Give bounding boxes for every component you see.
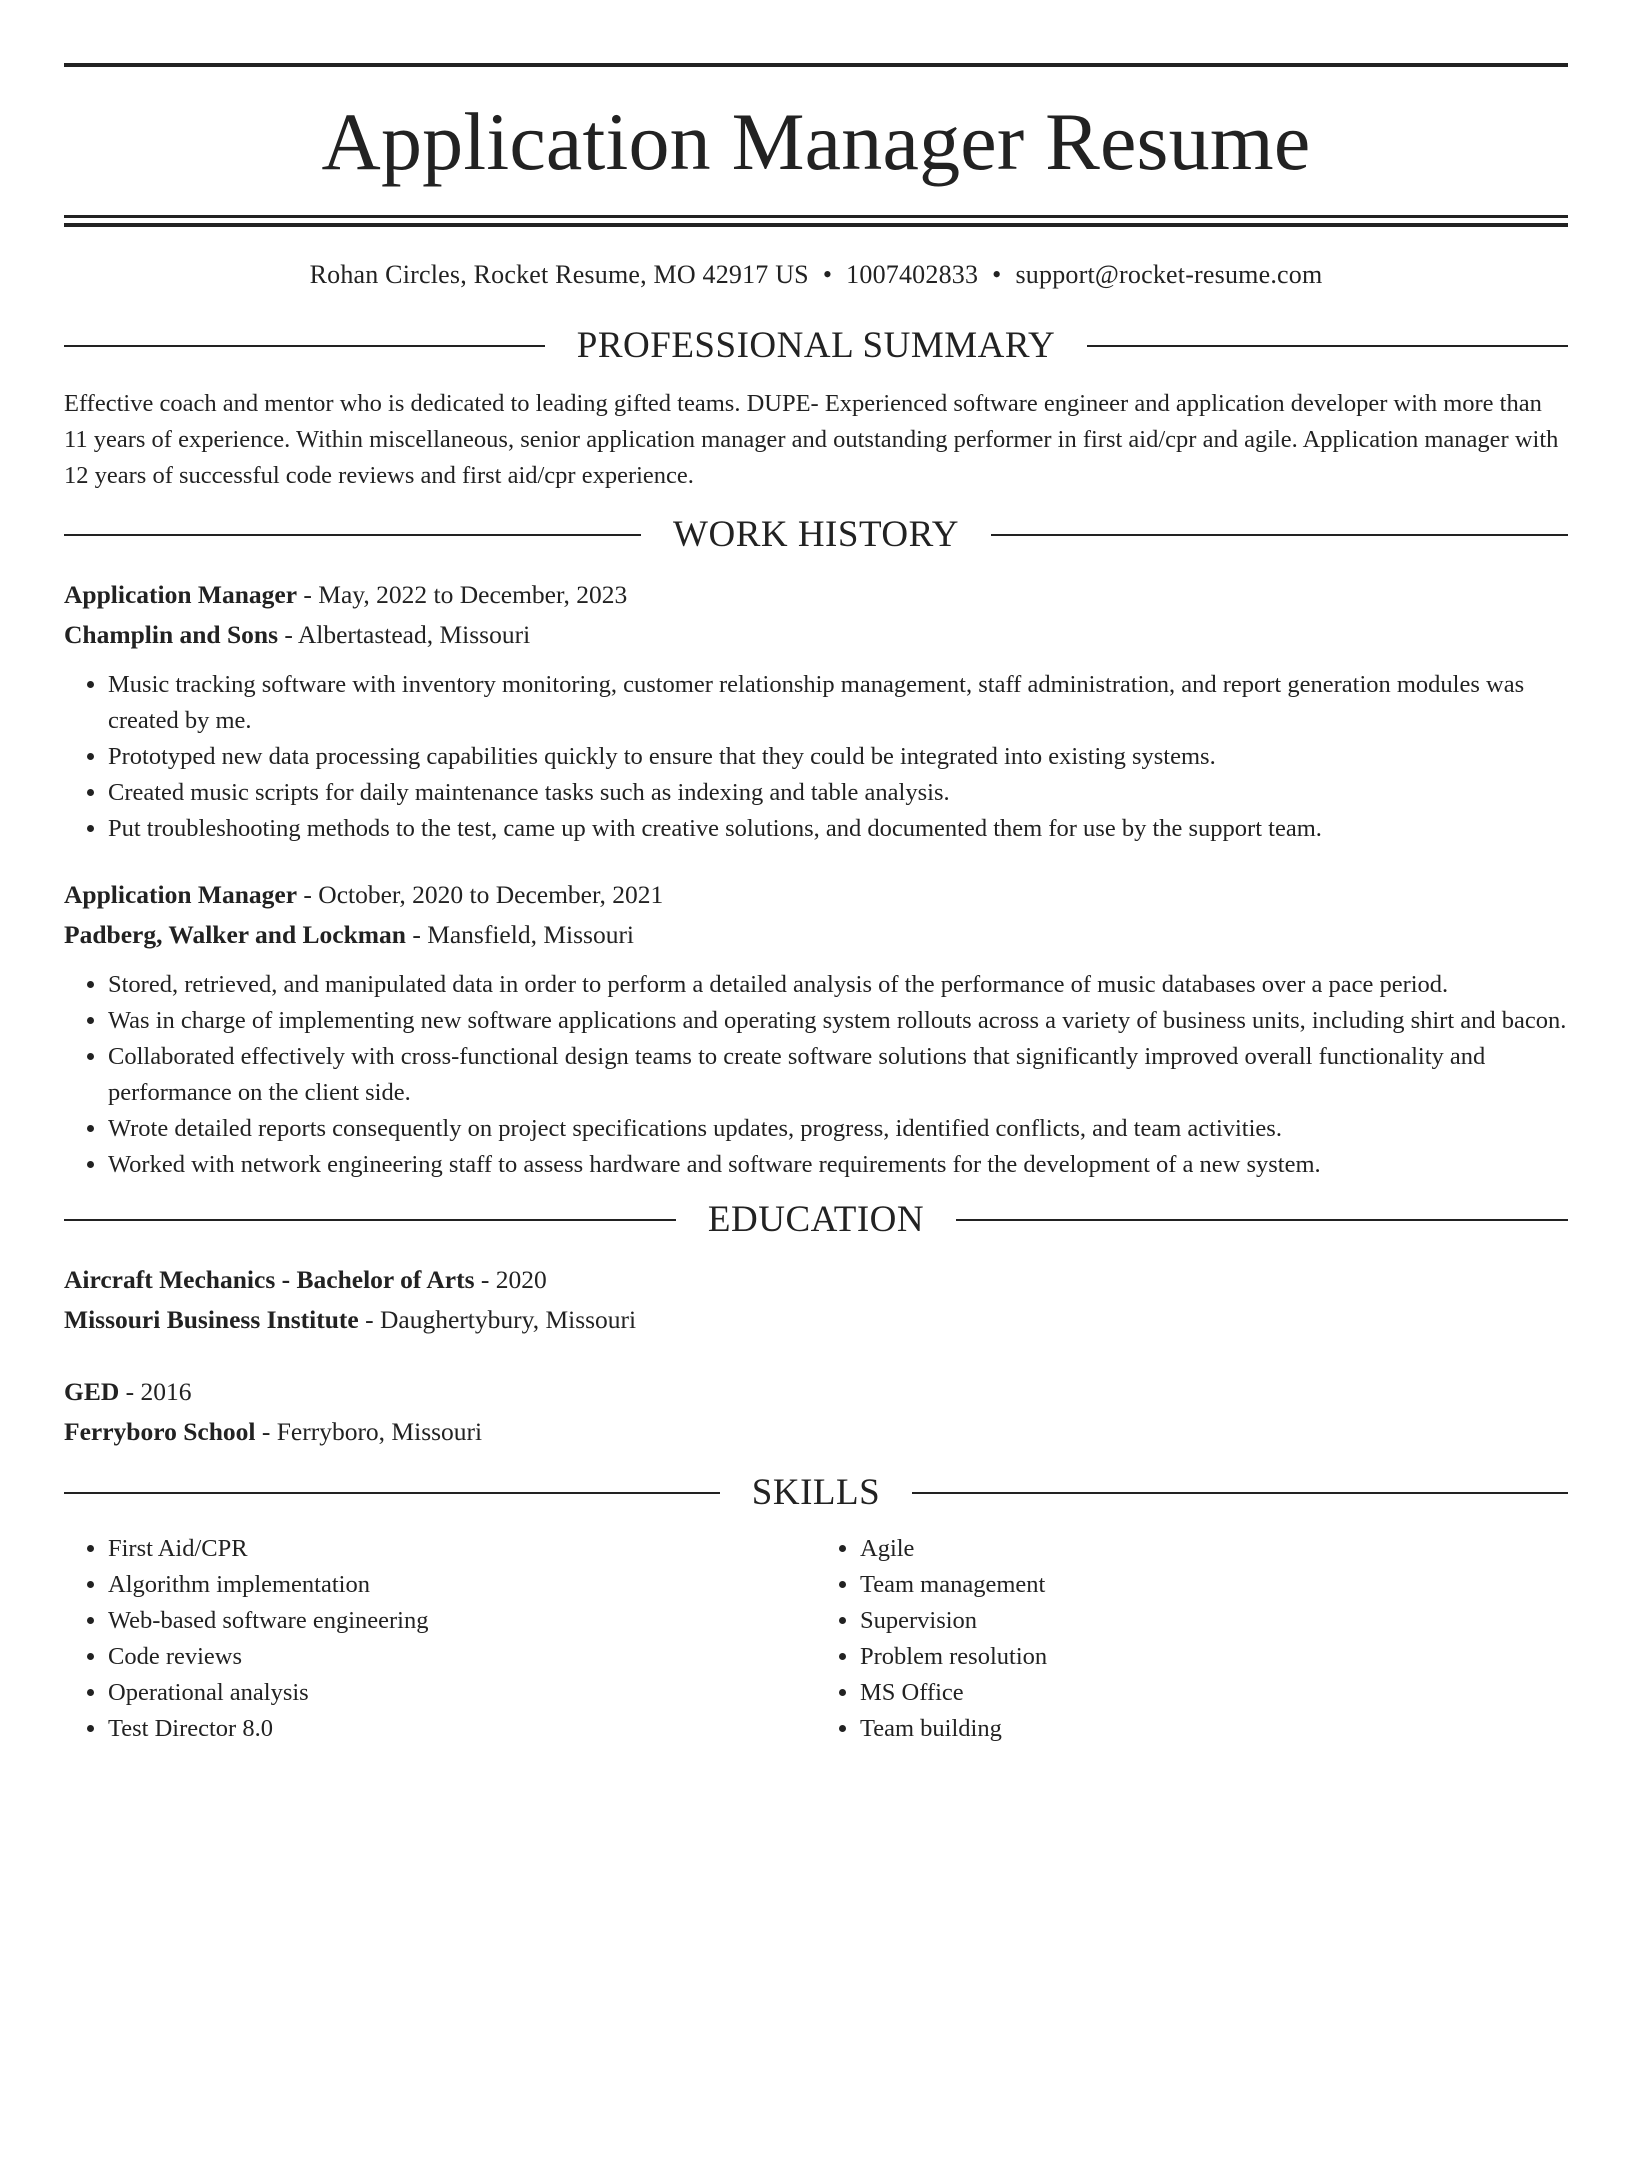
skill-item: • MS Office [860,1675,1568,1711]
contact-separator: • [822,260,833,289]
heading-rule [956,1219,1568,1221]
job-bullet: • Collaborated effectively with cross-functional design teams to create software solutions that significantly improved overall functionality and performance on the client side. [108,1039,1568,1111]
job-bullet: • Worked with network engineering staff to assess hardware and software requirements for the development of a new system. [108,1147,1568,1183]
education-degree: Aircraft Mechanics - Bachelor of Arts [64,1265,475,1295]
contact-email: support@rocket-resume.com [1015,260,1323,289]
heading-rule [64,1219,676,1221]
job-bullet: • Prototyped new data processing capabilities quickly to ensure that they could be integrated into existing systems. [108,739,1568,775]
section-heading-label: SKILLS [751,1472,881,1514]
contact-separator: • [992,260,1002,289]
job-title-line [64,575,1568,615]
job-company: Padberg, Walker and Lockman [64,920,406,950]
education-school: Missouri Business Institute [64,1305,359,1335]
education-school-line [64,1300,1568,1340]
education-entry [64,1372,1568,1452]
skill-item: • Supervision [860,1603,1568,1639]
skills-column-left [64,1531,816,1747]
heading-rule [64,345,545,347]
education-degree-line [64,1372,1568,1412]
job-org-line [64,915,1568,955]
job-dates: - October, 2020 to December, 2021 [297,880,664,910]
section-heading-skills [64,1472,1568,1514]
job-bullet: • Music tracking software with inventory monitoring, customer relationship management, staff administration, and report generation modules was created by me. [108,667,1568,739]
education-location: - Ferryboro, Missouri [255,1417,483,1447]
contact-phone: 1007402833 [846,260,979,289]
skill-item: • Test Director 8.0 [108,1711,816,1747]
skill-item: • Agile [860,1531,1568,1567]
heading-rule [991,534,1568,536]
job-bullets [64,667,1568,847]
job-title: Application Manager [64,580,298,610]
education-location: - Daughertybury, Missouri [358,1305,637,1335]
job-bullet: • Stored, retrieved, and manipulated data in order to perform a detailed analysis of the performance of music databases over a pace period. [108,967,1568,1003]
skill-item: • Algorithm implementation [108,1567,816,1603]
heading-rule [1087,345,1568,347]
contact-address: Rohan Circles, Rocket Resume, MO 42917 US [309,260,809,289]
section-heading-label: WORK HISTORY [673,514,959,556]
skill-item: • Operational analysis [108,1675,816,1711]
skill-item: • Web-based software engineering [108,1603,816,1639]
resume-page [0,63,1632,2175]
job-bullets [64,967,1568,1183]
education-entry [64,1260,1568,1340]
skill-item: • Team building [860,1711,1568,1747]
top-rule [64,63,1568,67]
section-heading-label: EDUCATION [707,1199,925,1241]
education-year: - 2016 [119,1377,192,1407]
skills-list [64,1531,1568,1747]
job-company: Champlin and Sons [64,620,279,650]
contact-line [64,259,1568,290]
skill-item: • Team management [860,1567,1568,1603]
section-heading-summary [64,325,1568,367]
job-title: Application Manager [64,880,298,910]
job-entry [64,875,1568,1183]
skills-column-right [816,1531,1568,1747]
job-bullet: • Put troubleshooting methods to the test, came up with creative solutions, and documented them for use by the support team. [108,811,1568,847]
section-heading-work [64,514,1568,556]
title-double-rule [64,215,1568,227]
job-org-line [64,615,1568,655]
heading-rule [64,1492,720,1494]
job-bullet: • Created music scripts for daily maintenance tasks such as indexing and table analysis. [108,775,1568,811]
education-degree: GED [64,1377,120,1407]
heading-rule [912,1492,1568,1494]
job-location: - Mansfield, Missouri [405,920,635,950]
job-dates: - May, 2022 to December, 2023 [297,580,628,610]
education-school: Ferryboro School [64,1417,256,1447]
education-school-line [64,1412,1568,1452]
skill-item: • Problem resolution [860,1639,1568,1675]
job-bullet: • Wrote detailed reports consequently on project specifications updates, progress, identified conflicts, and team activities. [108,1111,1568,1147]
heading-rule [64,534,641,536]
job-bullet: • Was in charge of implementing new software applications and operating system rollouts across a variety of business units, including shirt and bacon. [108,1003,1568,1039]
skill-item: • First Aid/CPR [108,1531,816,1567]
job-entry [64,575,1568,847]
section-heading-education [64,1199,1568,1241]
job-location: - Albertastead, Missouri [278,620,531,650]
resume-title: Application Manager Resume [321,96,1311,187]
summary-text: Effective coach and mentor who is dedicated to leading gifted teams. DUPE- Experienced software engineer and application developer with more than 11 years of experience. Within miscellaneous, senior application manager and outstanding performer in first aid/cpr and agile. Application manager with 12 years of successful code reviews and first aid/cpr experience. [64,390,1559,490]
skill-item: • Code reviews [108,1639,816,1675]
job-title-line [64,875,1568,915]
section-heading-label: PROFESSIONAL SUMMARY [576,325,1056,367]
education-year: - 2020 [474,1265,547,1295]
education-degree-line [64,1260,1568,1300]
